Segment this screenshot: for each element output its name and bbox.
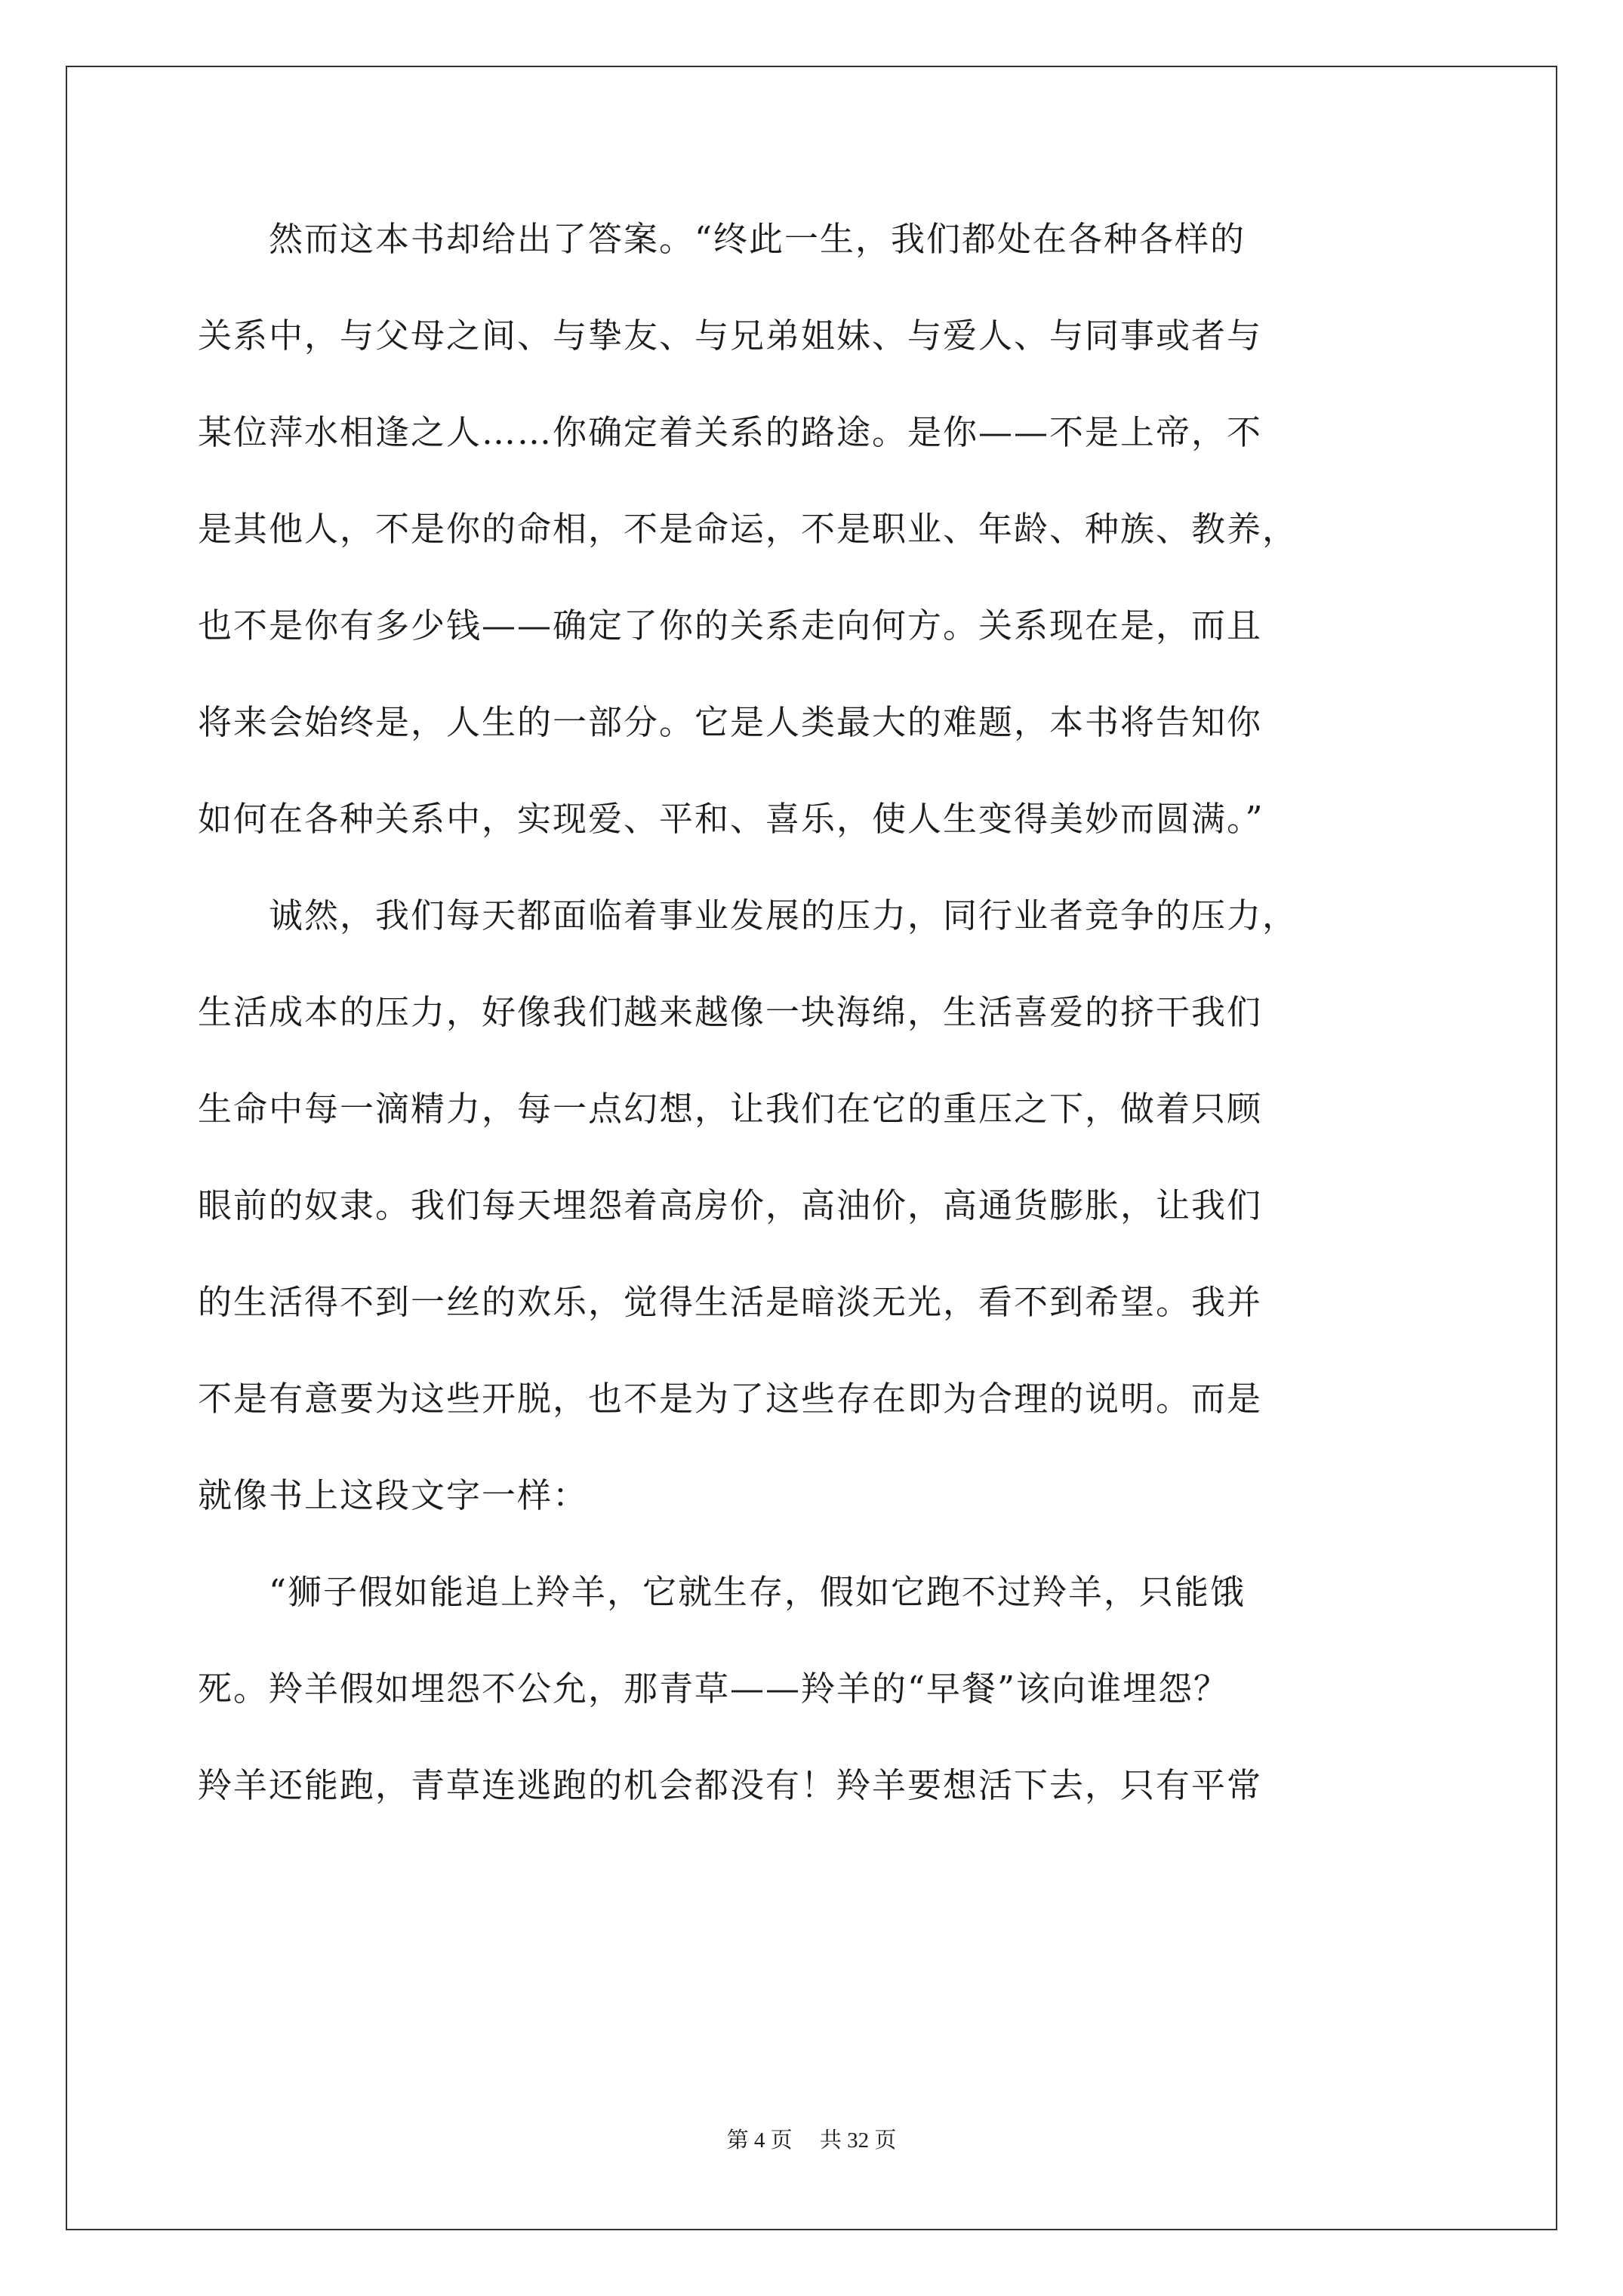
text-line: “狮子假如能追上羚羊，它就生存，假如它跑不过羚羊，只能饿 xyxy=(198,1572,1246,1612)
text-line: 如何在各种关系中，实现爱、平和、喜乐，使人生变得美妙而圆满。” xyxy=(198,799,1264,839)
text-line: 也不是你有多少钱——确定了你的关系走向何方。关系现在是，而且 xyxy=(198,606,1263,646)
text-line: 关系中，与父母之间、与挚友、与兄弟姐妹、与爱人、与同事或者与 xyxy=(198,316,1263,356)
text-line: 是其他人，不是你的命相，不是命运，不是职业、年龄、种族、教养， xyxy=(198,509,1298,549)
text-line: 就像书上这段文字一样： xyxy=(198,1475,589,1515)
text-line: 生命中每一滴精力，每一点幻想，让我们在它的重压之下，做着只顾 xyxy=(198,1089,1263,1129)
text-line: 诚然，我们每天都面临着事业发展的压力，同行业者竞争的压力， xyxy=(198,895,1298,935)
text-line: 某位萍水相逢之人……你确定着关系的路途。是你——不是上帝，不 xyxy=(198,412,1263,452)
text-line: 将来会始终是，人生的一部分。它是人类最大的难题，本书将告知你 xyxy=(198,702,1263,742)
text-line: 眼前的奴隶。我们每天埋怨着高房价，高油价，高通货膨胀，让我们 xyxy=(198,1185,1263,1225)
page-footer xyxy=(0,2123,1623,2154)
page-number-label: 第 4 页 共 32 页 xyxy=(726,2128,897,2153)
text-line: 的生活得不到一丝的欢乐，觉得生活是暗淡无光，看不到希望。我并 xyxy=(198,1282,1263,1322)
text-line: 然而这本书却给出了答案。“终此一生，我们都处在各种各样的 xyxy=(198,219,1246,259)
text-line: 羚羊还能跑，青草连逃跑的机会都没有！羚羊要想活下去，只有平常 xyxy=(198,1765,1263,1805)
text-line: 生活成本的压力，好像我们越来越像一块海绵，生活喜爱的挤干我们 xyxy=(198,992,1263,1032)
document-body xyxy=(198,218,1428,1861)
text-line: 死。羚羊假如埋怨不公允，那青草——羚羊的“早餐”该向谁埋怨？ xyxy=(198,1669,1230,1709)
text-line: 不是有意要为这些开脱，也不是为了这些存在即为合理的说明。而是 xyxy=(198,1379,1263,1419)
